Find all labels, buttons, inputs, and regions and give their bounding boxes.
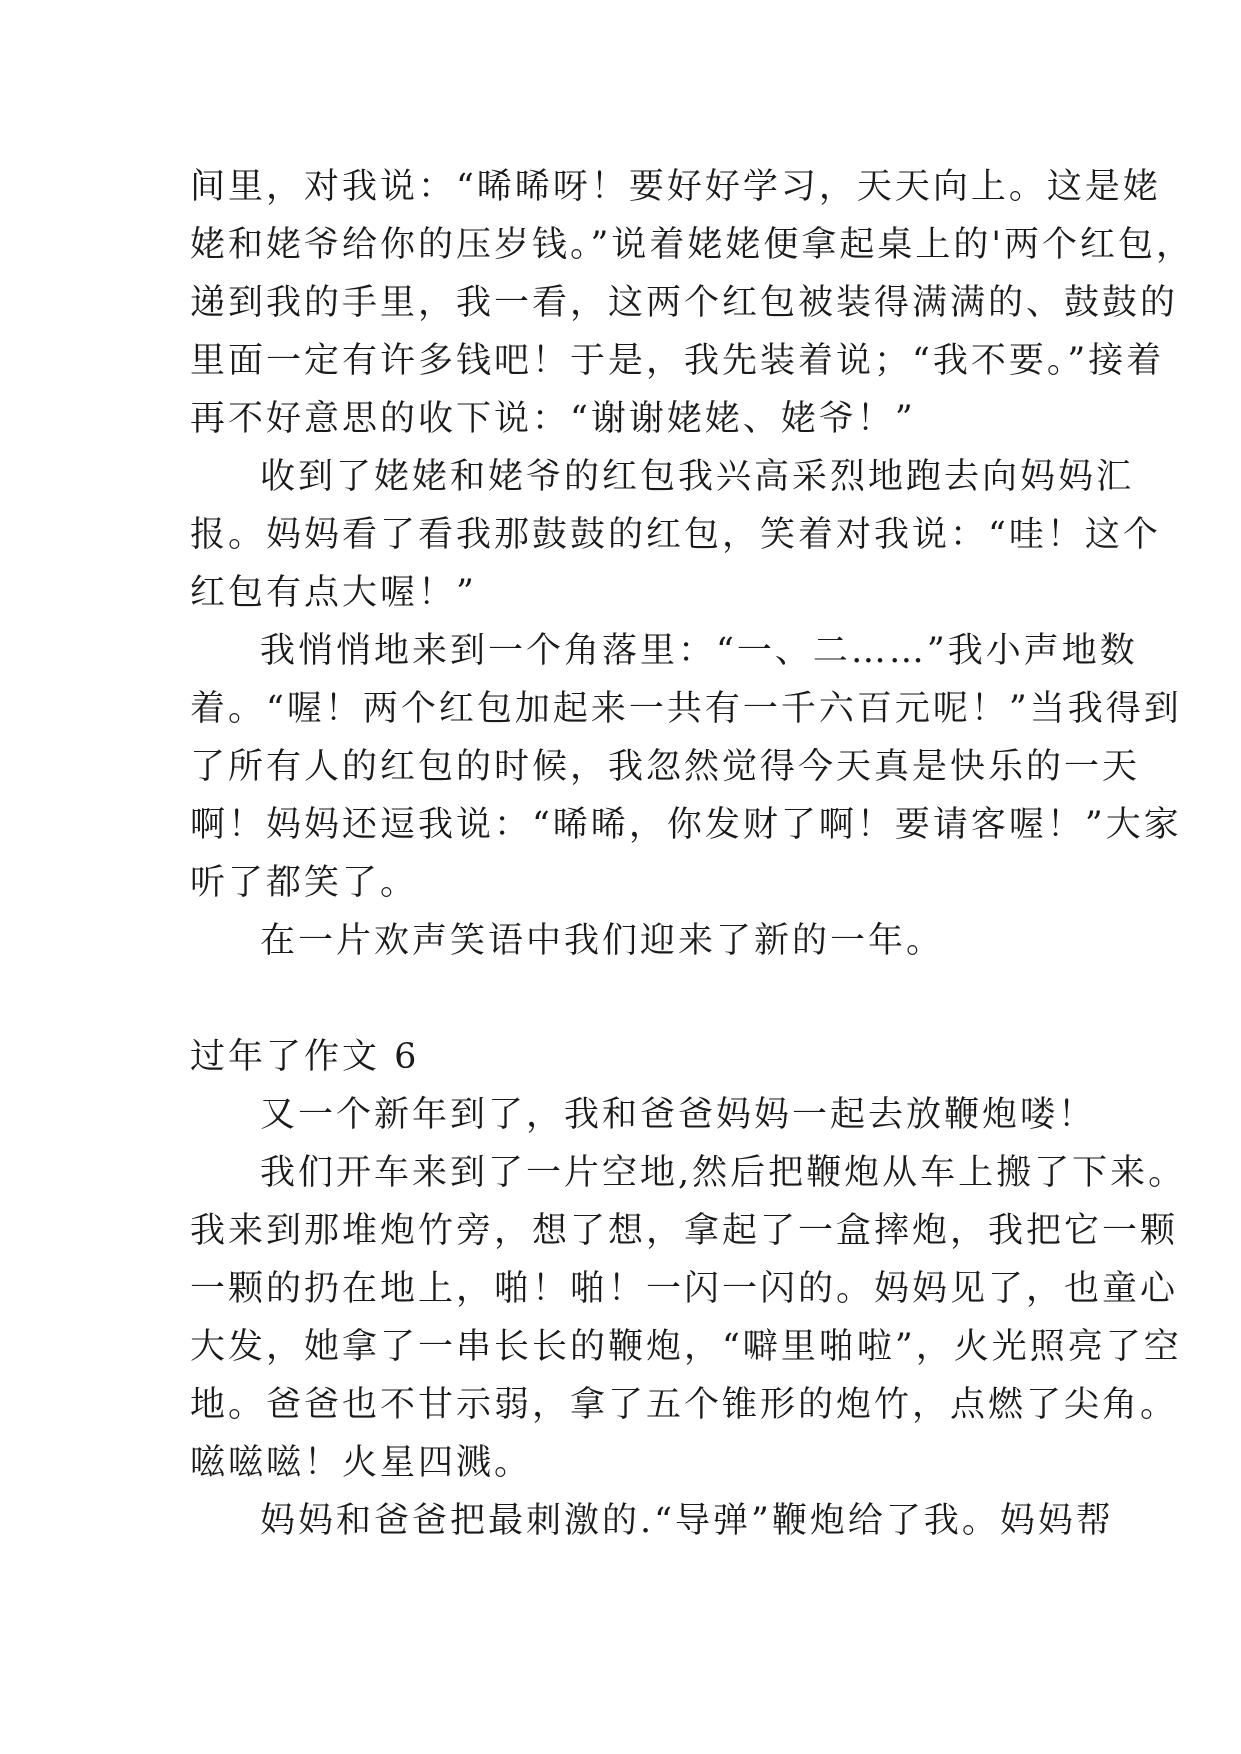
section-title: 过年了作文 6 [190,1037,420,1077]
paragraph [190,912,1060,970]
text-line: 我悄悄地来到一个角落里：“一、二……”我小声地数 [260,631,1138,671]
text-line: 我们开车来到了一片空地,然后把鞭炮从车上搬了下来。 [260,1153,1187,1193]
document-page [190,158,1195,1550]
text-line: 收到了姥姥和姥爷的红包我兴高采烈地跑去向妈妈汇 [260,457,1135,497]
paragraph-continued [190,158,1195,448]
text-line: 妈妈和爸爸把最刺激的.“导弹”鞭炮给了我。妈妈帮 [260,1501,1114,1541]
paragraph [190,1144,1187,1492]
text-line: 再不好意思的收下说：“谢谢姥姥、姥爷！” [190,399,916,439]
text-line: 姥和姥爷给你的压岁钱。”说着姥姥便拿起桌上的'两个红包， [190,225,1195,265]
text-line: 着。“喔！两个红包加起来一共有一千六百元呢！”当我得到 [190,689,1182,729]
text-line: 啊！妈妈还逗我说：“晞晞，你发财了啊！要请客喔！”大家 [190,805,1182,845]
blank-line [190,970,1060,1028]
text-line: 嗞嗞嗞！火星四溅。 [190,1443,533,1483]
paragraph [190,1086,1097,1144]
text-line: 间里，对我说：“晞晞呀！要好好学习，天天向上。这是姥 [190,167,1161,207]
paragraph [190,622,1182,912]
text-line: 报。妈妈看了看我那鼓鼓的红包，笑着对我说：“哇！这个 [190,515,1161,555]
paragraph [190,448,1161,622]
text-line: 一颗的扔在地上，啪！啪！一闪一闪的。妈妈见了，也童心 [190,1269,1179,1309]
text-line: 我来到那堆炮竹旁，想了想，拿起了一盒摔炮，我把它一颗 [190,1211,1179,1251]
text-line: 又一个新年到了，我和爸爸妈妈一起去放鞭炮喽！ [260,1095,1097,1135]
text-line: 红包有点大喔！” [190,573,477,613]
text-line: 大发，她拿了一串长长的鞭炮，“噼里啪啦”，火光照亮了空 [190,1327,1182,1367]
text-line: 里面一定有许多钱吧！于是，我先装着说；“我不要。”接着 [190,341,1165,381]
paragraph [190,1492,1114,1550]
text-line: 了所有人的红包的时候，我忽然觉得今天真是快乐的一天 [190,747,1141,787]
text-line: 在一片欢声笑语中我们迎来了新的一年。 [260,921,945,961]
text-line: 地。爸爸也不甘示弱，拿了五个锥形的炮竹，点燃了尖角。 [190,1385,1179,1425]
text-line: 听了都笑了。 [190,863,419,903]
text-line: 递到我的手里，我一看，这两个红包被装得满满的、鼓鼓的 [190,283,1179,323]
